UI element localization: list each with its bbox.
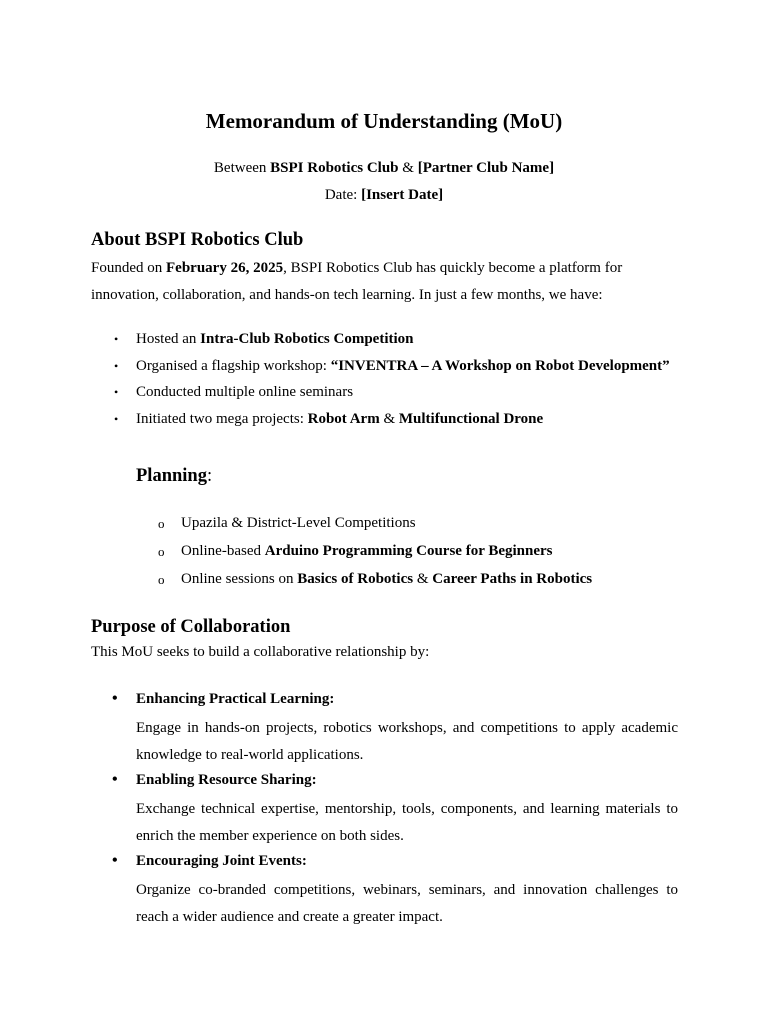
list-item: o Online-based Arduino Programming Course for Beginners: [181, 541, 701, 569]
list-item: o Upazila & District-Level Competitions: [181, 513, 701, 541]
list-item: • Organised a flagship workshop: “INVENTRA – A Workshop on Robot Development”: [114, 357, 670, 374]
party-one: BSPI Robotics Club: [270, 160, 399, 176]
bullet-disc-icon: •: [114, 332, 119, 346]
achievements-list: [114, 329, 696, 435]
bullet-disc-icon: •: [112, 771, 118, 788]
list-item: • Conducted multiple online seminars: [114, 384, 354, 400]
date-line: [0, 185, 768, 205]
list-item: [112, 688, 678, 769]
bullet-disc-icon: •: [114, 411, 119, 426]
about-intro-rest: , BSPI Robotics Club has quickly become a platform for innovation, collaboration, and hands-on tech learning. In just a few months, we have:: [91, 260, 623, 303]
list-item: [112, 850, 678, 931]
bullet-disc-icon: •: [114, 385, 119, 399]
list-item: • Hosted an Intra-Club Robotics Competition: [114, 331, 414, 347]
purpose-intro: This MoU seeks to build a collaborative relationship by:: [91, 644, 430, 660]
bullet-circle-icon: o: [158, 544, 165, 559]
bullet-disc-icon: •: [114, 358, 119, 373]
planning-heading: Planning:: [136, 466, 213, 486]
date-label: Date:: [324, 187, 362, 203]
founded-date: February 26, 2025: [166, 260, 284, 276]
bullet-disc-icon: •: [112, 852, 118, 869]
purpose-item-description: Exchange technical expertise, mentorship, tools, components, and learning materials to enrich the member experience on both sides.: [136, 801, 678, 844]
bullet-disc-icon: •: [112, 690, 118, 707]
between-prefix: Between: [213, 160, 271, 176]
planning-list: [158, 513, 701, 597]
about-intro: [91, 255, 681, 309]
purpose-item-description: Organize co-branded competitions, webinars, seminars, and innovation challenges to reach a wider audience and create a greater impact.: [136, 882, 678, 925]
purpose-heading: Purpose of Collaboration: [91, 617, 291, 637]
about-heading: About BSPI Robotics Club: [91, 230, 304, 250]
list-item: o Online sessions on Basics of Robotics & Career Paths in Robotics: [181, 569, 701, 597]
purpose-item-description: Engage in hands-on projects, robotics workshops, and competitions to apply academic knowledge to real-world applications.: [136, 720, 678, 763]
parties-line: [0, 158, 768, 178]
list-item: • Initiated two mega projects: Robot Arm & Multifunctional Drone: [114, 410, 544, 427]
purpose-item-title: Enhancing Practical Learning:: [136, 691, 335, 707]
purpose-item-title: Enabling Resource Sharing:: [136, 772, 317, 788]
bullet-circle-icon: o: [158, 572, 165, 587]
purpose-list: [112, 688, 678, 931]
document-title: Memorandum of Understanding (MoU): [205, 109, 563, 133]
between-ampersand: &: [398, 160, 418, 176]
about-intro-prefix: Founded on: [91, 260, 166, 276]
bullet-circle-icon: o: [158, 516, 165, 531]
list-item: [112, 769, 678, 850]
purpose-item-title: Encouraging Joint Events:: [136, 853, 307, 869]
party-two: [Partner Club Name]: [417, 160, 555, 176]
date-value: [Insert Date]: [361, 187, 444, 203]
